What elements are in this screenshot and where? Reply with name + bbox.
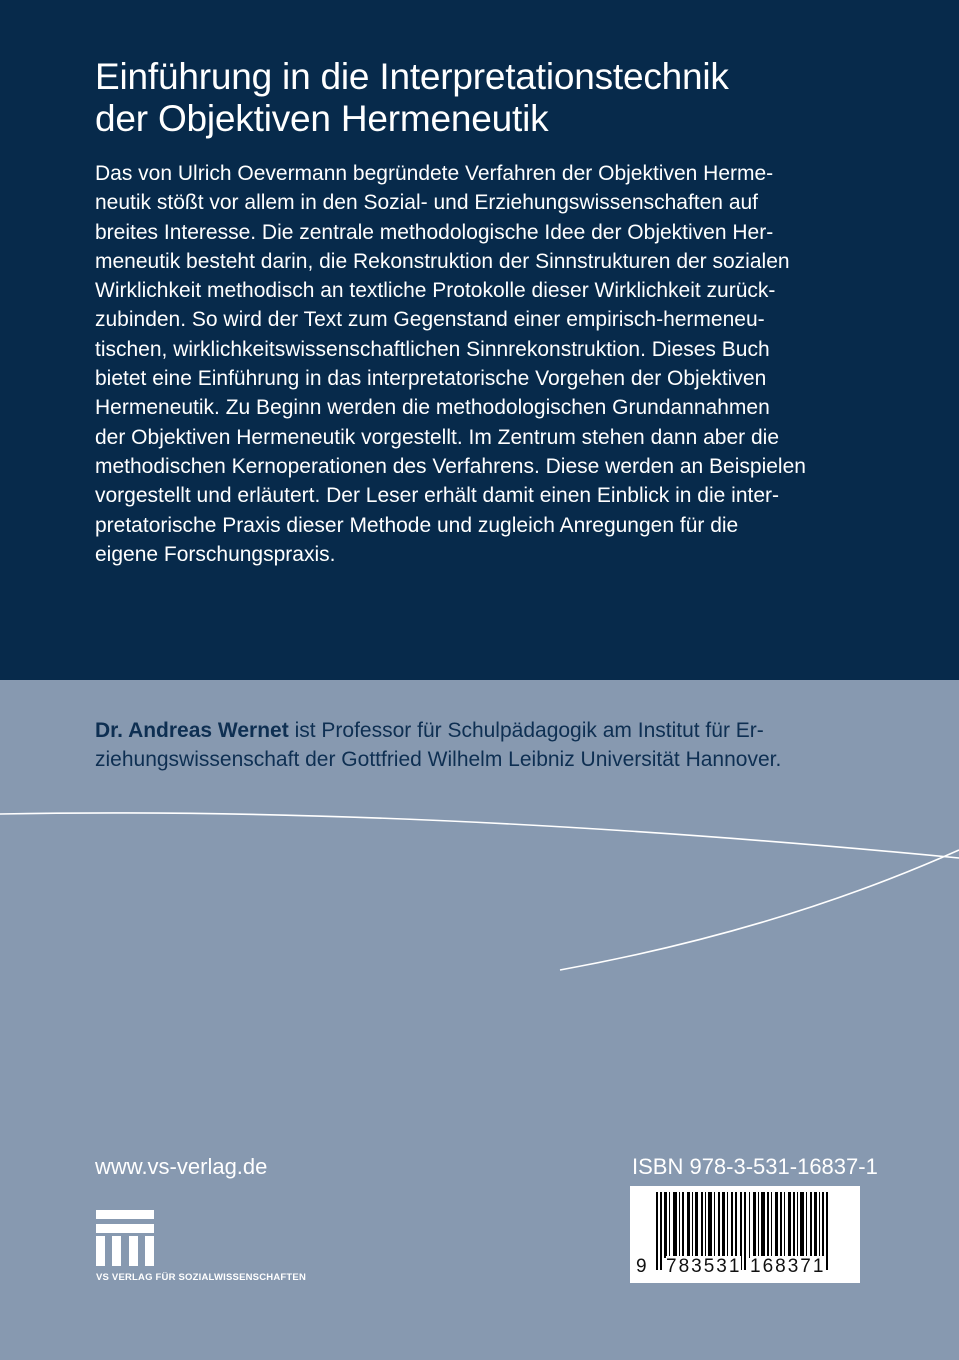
- publisher-url[interactable]: www.vs-verlag.de: [95, 1154, 268, 1179]
- author-bio: [95, 716, 875, 774]
- book-title: [95, 56, 729, 140]
- publisher-logo-text: VS VERLAG FÜR SOZIALWISSENSCHAFTEN: [96, 1272, 307, 1283]
- blurb-line: vorgestellt und erläutert. Der Leser erhält damit einen Einblick in die inter-: [95, 484, 780, 508]
- book-blurb: [95, 159, 865, 569]
- barcode-digits-left: 783531: [666, 1256, 742, 1277]
- title-line-2: der Objektiven Hermeneutik: [95, 98, 549, 139]
- blurb-line: Hermeneutik. Zu Beginn werden die methodologischen Grundannahmen: [95, 396, 770, 420]
- blurb-line: neutik stößt vor allem in den Sozial- und Erziehungswissenschaften auf: [95, 191, 759, 215]
- author-bio-text-1: ist Professor für Schulpädagogik am Institut für Er-: [288, 719, 764, 742]
- author-bio-line-2: ziehungswissenschaft der Gottfried Wilhelm Leibniz Universität Hannover.: [95, 748, 782, 771]
- blurb-line: tischen, wirklichkeitswissenschaftlichen Sinnrekonstruktion. Dieses Buch: [95, 337, 770, 361]
- blurb-line: zubinden. So wird der Text zum Gegenstand einer empirisch-hermeneu-: [95, 308, 765, 332]
- blurb-line: pretatorische Praxis dieser Methode und zugleich Anregungen für die: [95, 513, 739, 537]
- blurb-line: eigene Forschungspraxis.: [95, 542, 336, 566]
- vs-verlag-logo-icon: [96, 1210, 156, 1270]
- blurb-line: der Objektiven Hermeneutik vorgestellt. Im Zentrum stehen dann aber die: [95, 425, 780, 449]
- barcode-digits: [630, 1254, 860, 1282]
- barcode-digit-first: 9: [636, 1256, 647, 1277]
- isbn-label: ISBN 978-3-531-16837-1: [632, 1154, 878, 1179]
- blurb-line: Wirklichkeit methodisch an textliche Protokolle dieser Wirklichkeit zurück-: [95, 279, 776, 303]
- blurb-line: bietet eine Einführung in das interpretatorische Vorgehen der Objektiven: [95, 367, 767, 391]
- author-bio-line-1: [95, 716, 875, 745]
- barcode-digits-right: 168371: [750, 1256, 826, 1277]
- blurb-line: meneutik besteht darin, die Rekonstruktion der Sinnstrukturen der sozialen: [95, 249, 790, 273]
- author-name: Dr. Andreas Wernet: [95, 719, 289, 742]
- title-line-1: Einführung in die Interpretationstechnik: [95, 56, 729, 97]
- ean13-barcode-icon: [630, 1186, 860, 1283]
- blurb-line: breites Interesse. Die zentrale methodologische Idee der Objektiven Her-: [95, 220, 774, 244]
- blurb-line: Das von Ulrich Oevermann begründete Verfahren der Objektiven Herme-: [95, 162, 774, 185]
- decorative-swoosh-lines: [0, 780, 959, 980]
- blurb-line: methodischen Kernoperationen des Verfahrens. Diese werden an Beispielen: [95, 454, 806, 478]
